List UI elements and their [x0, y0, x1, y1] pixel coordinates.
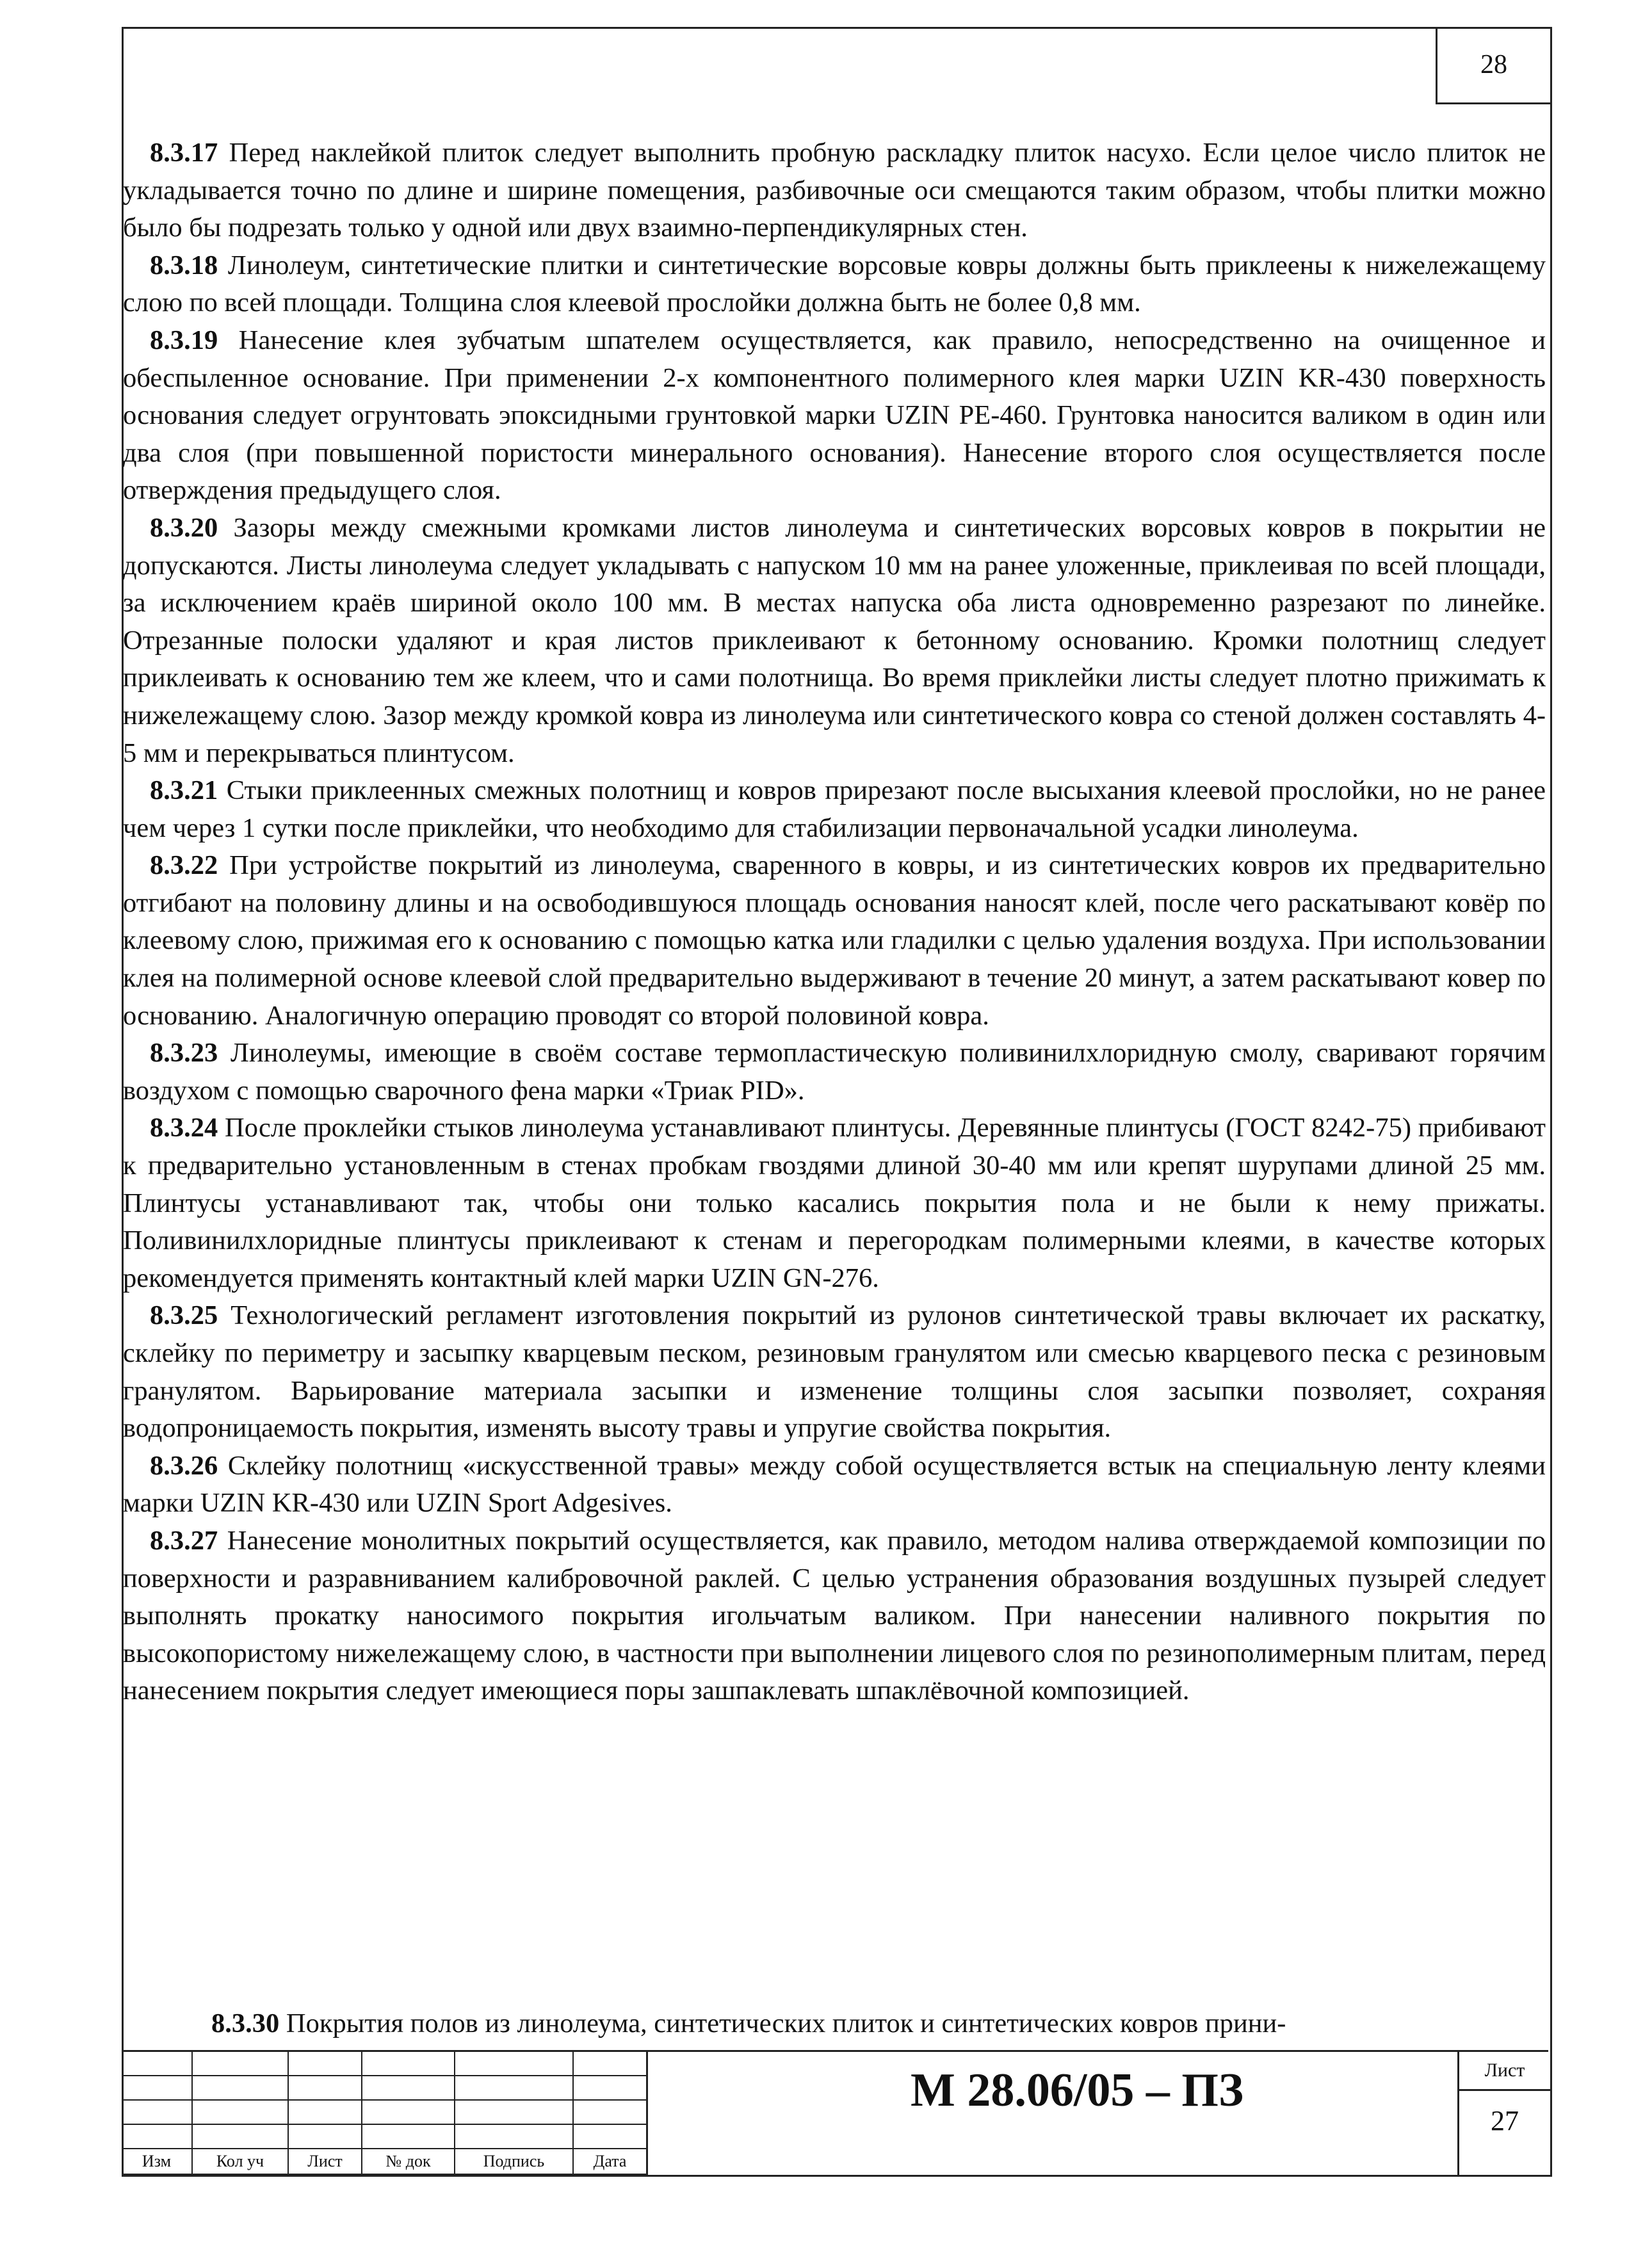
revision-grid [122, 2052, 647, 2175]
paragraph [123, 1522, 1546, 1710]
clause-text: Технологический регламент изготовления покрытий из рулонов синтетической травы включает их раскатку, склейку по периметру и засыпку кварцевым песком, резиновым гранулятом или смесью кварцевого песка с резиновым гранулятом. Варьирование материала засыпки и изменение толщины слоя засыпки позволяет, сохраняя водопроницаемость покрытия, изменять высоту травы и упругие свойства покрытия. [123, 1300, 1546, 1444]
sheet-label: Лист [1459, 2052, 1550, 2091]
paragraph [123, 322, 1546, 510]
clause-number: 8.3.23 [150, 1038, 218, 1069]
clause-text: Линолеум, синтетические плитки и синтетические ворсовые ковры должны быть приклеены к нижележащему слою по всей площади. Толщина слоя клеевой прослойки должна быть не более 0,8 мм. [123, 250, 1546, 318]
clause-number: 8.3.19 [150, 325, 218, 355]
sheet-number: 27 [1491, 2105, 1519, 2136]
column-label: Лист [288, 2149, 362, 2174]
clause-number: 8.3.27 [150, 1525, 218, 1556]
column-label: № док [362, 2149, 455, 2174]
clause-number: 8.3.17 [150, 138, 218, 168]
paragraph [123, 847, 1546, 1035]
title-block [122, 2050, 1548, 2175]
paragraph [123, 1297, 1546, 1447]
clause-number: 8.3.24 [150, 1113, 218, 1143]
sheet-box [1457, 2052, 1550, 2175]
clause-number: 8.3.25 [150, 1300, 218, 1331]
clause-text: После проклейки стыков линолеума устанавливают плинтусы. Деревянные плинтусы (ГОСТ 8242-75) прибивают к предварительно установленным в стенах пробкам гвоздями длиной 30-40 мм или крепят шурупами длиной 25 мм. Плинтусы устанавливают так, чтобы они только касались покрытия пола и не были к нему прижаты. Поливинилхлоридные плинтусы приклеивают к стенам и перегородкам полимерными клеями, в качестве которых рекомендуется применять контактный клей марки UZIN GN-276. [123, 1113, 1546, 1293]
clause-text: Склейку полотнищ «искусственной травы» между собой осуществляется встык на специальную ленту клеями марки UZIN KR-430 или UZIN Sport Adgesives. [123, 1450, 1546, 1519]
clause-text: Нанесение монолитных покрытий осуществляется, как правило, методом налива отверждаемой композиции по поверхности и разравниванием калибровочной раклей. С целью устранения образования воздушных пузырей следует выполнять прокатку наносимого покрытия игольчатым валиком. При нанесении наливного покрытия по высокопористому нижележащему слою, в частности при выполнении лицевого слоя по резинополимерным плитам, перед нанесением покрытия следует имеющиеся поры зашпаклевать шпаклёвочной композицией. [123, 1525, 1546, 1706]
paragraph [123, 510, 1546, 772]
clause-text: Покрытия полов из линолеума, синтетических плиток и синтетических ковров прини- [286, 2008, 1286, 2038]
clause-number: 8.3.18 [150, 250, 218, 280]
paragraph [123, 134, 1546, 247]
paragraph [123, 1448, 1546, 1522]
paragraph [123, 772, 1546, 847]
clause-number: 8.3.22 [150, 850, 218, 881]
paragraph [123, 247, 1546, 322]
clause-number: 8.3.30 [211, 2008, 280, 2038]
column-label: Подпись [455, 2149, 573, 2174]
document-code: М 28.06/05 – ПЗ [910, 2064, 1244, 2117]
column-label: Изм [122, 2149, 192, 2174]
clause-number: 8.3.26 [150, 1450, 218, 1481]
clause-text: Нанесение клея зубчатым шпателем осуществляется, как правило, непосредственно на очищенное и обеспыленное основание. При применении 2-х компонентного полимерного клея марки UZIN KR-430 поверхность основания следует огрунтовать эпоксидными грунтовкой марки UZIN PE-460. Грунтовка наносится валиком в один или два слоя (при повышенной пористости минерального основания). Нанесение второго слоя осуществляется после отверждения предыдущего слоя. [123, 325, 1546, 506]
paragraph [123, 1110, 1546, 1297]
cut-paragraph [123, 2005, 1546, 2042]
page-number-box [1436, 27, 1550, 104]
column-label: Дата [573, 2149, 647, 2174]
clause-number: 8.3.21 [150, 775, 218, 806]
clause-text: При устройстве покрытий из линолеума, сваренного в ковры, и из синтетических ковров их предварительно отгибают на половину длины и на освободившуюся площадь основания наносят клей, после чего раскатывают ковёр по клеевому слою, прижимая его к основанию с помощью катка или гладилки с целью удаления воздуха. При использовании клея на полимерной основе клеевой слой предварительно выдерживают в течение 20 минут, а затем раскатывают ковер по основанию. Аналогичную операцию проводят со второй половиной ковра. [123, 850, 1546, 1031]
column-label: Кол уч [192, 2149, 288, 2174]
page-number: 28 [1480, 50, 1507, 79]
document-body [123, 134, 1546, 1710]
clause-text: Линолеумы, имеющие в своём составе термопластическую поливинилхлоридную смолу, сваривают горячим воздухом с помощью сварочного фена марки «Триак PID». [123, 1038, 1546, 1106]
paragraph [123, 1035, 1546, 1110]
clause-number: 8.3.20 [150, 512, 218, 543]
clause-text: Стыки приклеенных смежных полотнищ и ковров прирезают после высыхания клеевой прослойки, но не ранее чем через 1 сутки после приклейки, что необходимо для стабилизации первоначальной усадки линолеума. [123, 775, 1546, 843]
clause-text: Зазоры между смежными кромками листов линолеума и синтетических ворсовых ковров в покрытии не допускаются. Листы линолеума следует укладывать с напуском 10 мм на ранее уложенные, приклеивая по всей площади, за исключением краёв шириной около 100 мм. В местах напуска оба листа одновременно разрезают по линейке. Отрезанные полоски удаляют и края листов приклеивают к бетонному основанию. Кромки полотнищ следует приклеивать к основанию тем же клеем, что и сами полотнища. Во время приклейки листы следует плотно прижимать к нижележащему слою. Зазор между кромкой ковра из линолеума или синтетического ковра со стеной должен составлять 4-5 мм и перекрываться плинтусом. [123, 512, 1546, 768]
clause-text: Перед наклейкой плиток следует выполнить пробную раскладку плиток насухо. Если целое число плиток не укладывается точно по длине и ширине помещения, разбивочные оси смещаются таким образом, чтобы плитки можно было бы подрезать только у одной или двух взаимно-перпендикулярных стен. [123, 138, 1546, 243]
